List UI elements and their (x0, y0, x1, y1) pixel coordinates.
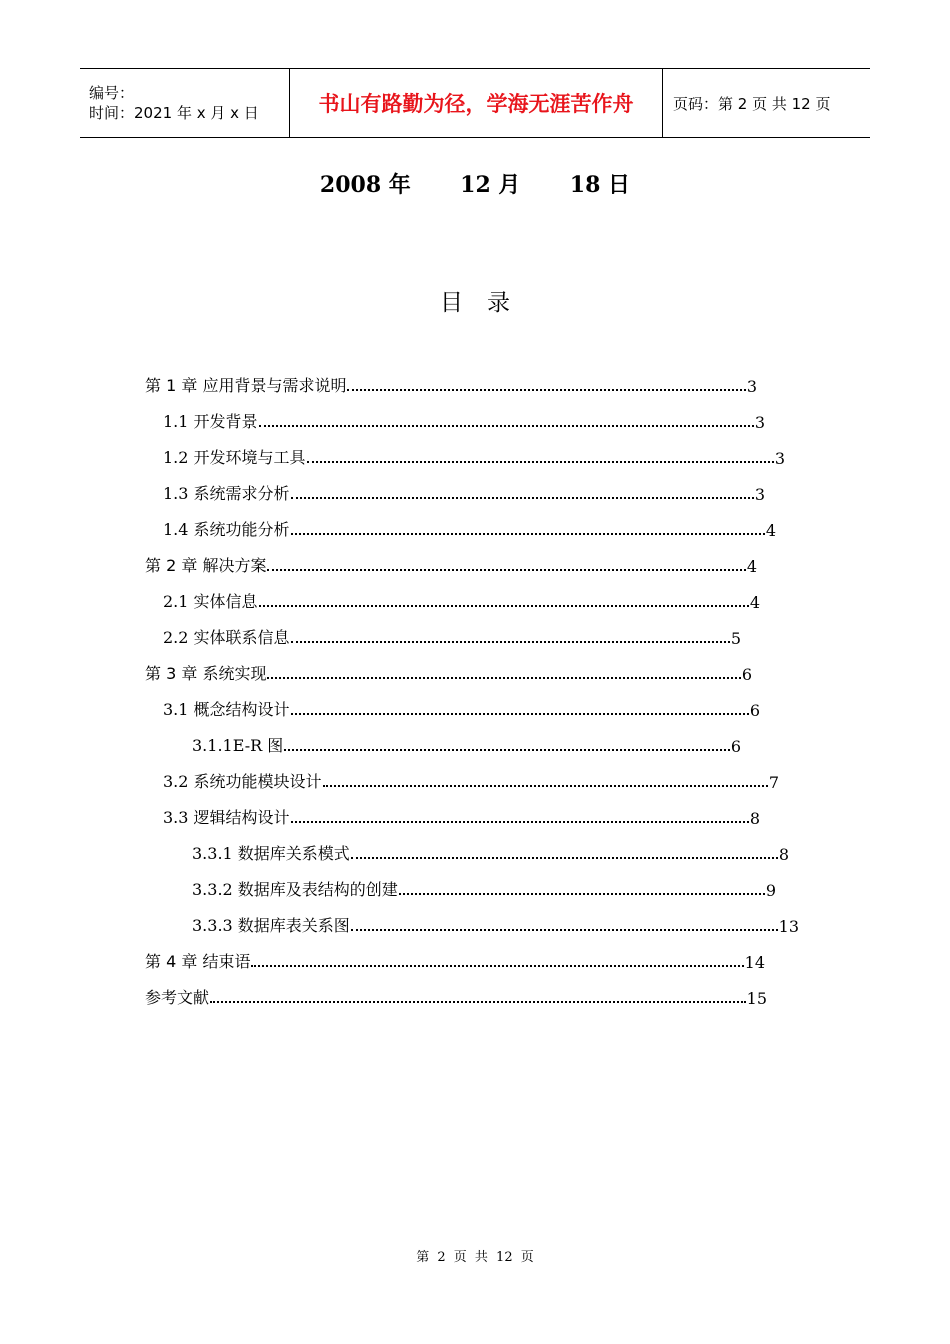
toc-entry[interactable] (163, 586, 760, 612)
toc-entry-label: 1.3 系统需求分析 (163, 484, 290, 503)
toc-leader-dots (251, 964, 743, 967)
toc-entry-page: 6 (749, 701, 760, 720)
page-footer: 第 2 页 共 12 页 (416, 1250, 534, 1265)
toc-entry-label: 第 1 章 应用背景与需求说明 (145, 376, 347, 395)
time-label: 时间：2021 年 x 月 x 日 (89, 104, 259, 122)
slogan-text: 书山有路勤为径，学海无涯苦作舟 (318, 92, 634, 116)
toc-entry[interactable] (163, 766, 779, 792)
toc-entry-label: 第 4 章 结束语 (145, 952, 251, 971)
toc-entry[interactable] (192, 874, 776, 900)
toc-leader-dots (399, 892, 765, 895)
toc-entry-page: 15 (746, 989, 767, 1008)
toc-entry-page: 4 (765, 521, 776, 540)
toc-entry-page: 3 (754, 485, 765, 504)
toc-entry-page: 6 (730, 737, 741, 756)
toc-leader-dots (291, 712, 749, 715)
toc-leader-dots (284, 748, 730, 751)
toc-entry-label: 1.4 系统功能分析 (163, 520, 290, 539)
toc-leader-dots (259, 424, 754, 427)
toc-leader-dots (347, 388, 745, 391)
toc-entry-page: 9 (765, 881, 776, 900)
header-slogan (289, 69, 663, 137)
toc-entry-label: 3.1.1E-R 图 (192, 736, 284, 755)
toc-entry[interactable] (192, 838, 789, 864)
toc-entry[interactable] (163, 622, 741, 648)
toc-leader-dots (351, 856, 778, 859)
toc-leader-dots (291, 532, 765, 535)
toc-entry-label: 3.3 逻辑结构设计 (163, 808, 290, 827)
toc-entry-label: 参考文献 (145, 988, 210, 1007)
toc-leader-dots (291, 820, 749, 823)
toc-entry[interactable] (163, 802, 760, 828)
toc-leader-dots (259, 604, 749, 607)
header-meta (80, 69, 289, 137)
toc-leader-dots (291, 640, 730, 643)
toc-entry[interactable] (163, 406, 765, 432)
toc-entry-page: 8 (778, 845, 789, 864)
toc-entry-label: 第 2 章 解决方案 (145, 556, 267, 575)
toc-entry[interactable] (163, 478, 765, 504)
toc-entry-label: 2.1 实体信息 (163, 592, 258, 611)
toc-leader-dots (307, 460, 774, 463)
toc-leader-dots (210, 1000, 746, 1003)
date-day: 18 日 (569, 172, 631, 198)
toc-leader-dots (267, 676, 740, 679)
toc-entry[interactable] (145, 370, 757, 396)
toc-entry-label: 3.2 系统功能模块设计 (163, 772, 322, 791)
number-label: 编号： (89, 84, 135, 102)
toc-entry[interactable] (145, 658, 752, 684)
toc-entry-page: 7 (768, 773, 779, 792)
toc-entry[interactable] (192, 910, 799, 936)
toc-entry[interactable] (145, 946, 765, 972)
toc-title: 目录 (440, 290, 534, 316)
toc-entry[interactable] (145, 550, 757, 576)
toc-entry-page: 13 (778, 917, 799, 936)
toc-entry-page: 14 (744, 953, 765, 972)
document-date (0, 168, 950, 199)
toc-leader-dots (267, 568, 745, 571)
toc-entry-page: 3 (754, 413, 765, 432)
toc-entry-page: 4 (749, 593, 760, 612)
date-month: 12 月 (460, 172, 521, 198)
toc-entry[interactable] (163, 442, 785, 468)
date-year: 2008 年 (319, 172, 411, 198)
toc-entry-page: 5 (730, 629, 741, 648)
toc-entry[interactable] (163, 694, 760, 720)
page-info-text: 页码：第 2 页 共 12 页 (673, 94, 831, 113)
toc-entry-label: 3.3.1 数据库关系模式 (192, 844, 350, 863)
toc-leader-dots (351, 928, 778, 931)
toc-entry-page: 3 (774, 449, 785, 468)
toc-entry-label: 1.2 开发环境与工具 (163, 448, 306, 467)
toc-entry-label: 3.1 概念结构设计 (163, 700, 290, 719)
toc-entry-page: 3 (746, 377, 757, 396)
toc-entry[interactable] (145, 982, 767, 1008)
toc-entry[interactable] (192, 730, 741, 756)
toc-entry-label: 3.3.3 数据库表关系图 (192, 916, 350, 935)
toc-entry-page: 4 (746, 557, 757, 576)
toc-leader-dots (323, 784, 768, 787)
toc-leader-dots (291, 496, 754, 499)
toc-entry-label: 1.1 开发背景 (163, 412, 258, 431)
toc-entry-page: 8 (749, 809, 760, 828)
toc-entry-label: 2.2 实体联系信息 (163, 628, 290, 647)
toc-entry[interactable] (163, 514, 776, 540)
toc-entry-page: 6 (741, 665, 752, 684)
header-table (80, 68, 870, 138)
header-page-info (663, 69, 870, 137)
toc-entry-label: 第 3 章 系统实现 (145, 664, 267, 683)
toc-entry-label: 3.3.2 数据库及表结构的创建 (192, 880, 398, 899)
